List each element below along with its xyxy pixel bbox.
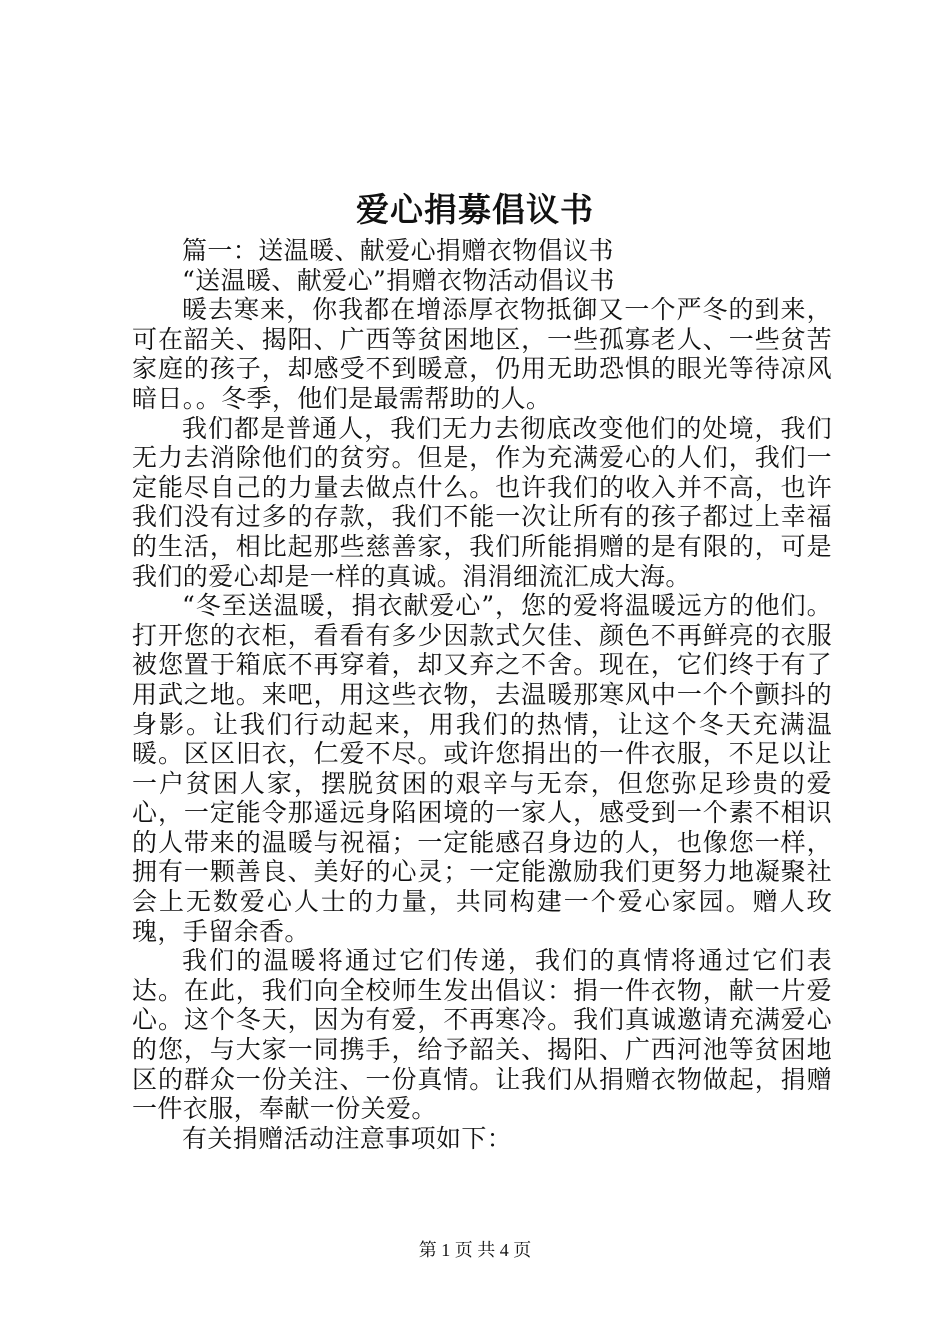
paragraph-1: 暖去寒来，你我都在增添厚衣物抵御又一个严冬的到来，可在韶关、揭阳、广西等贫困地区，一些孤寡老人、一些贫苦家庭的孩子，却感受不到暖意，仍用无助恐惧的眼光等待凉风暗日。。冬季，他们是最需帮助的人。	[132, 295, 832, 413]
paragraph-4: 我们的温暖将通过它们传递，我们的真情将通过它们表达。在此，我们向全校师生发出倡议：捐一件衣物，献一片爱心。这个冬天，因为有爱，不再寒冷。我们真诚邀请充满爱心的您，与大家一同携手，给予韶关、揭阳、广西河池等贫困地区的群众一份关注、一份真情。让我们从捐赠衣物做起，捐赠一件衣服，奉献一份关爱。	[132, 946, 832, 1124]
section-heading: 篇一：送温暖、献爱心捐赠衣物倡议书	[182, 236, 614, 265]
paragraph-5: 有关捐赠活动注意事项如下：	[182, 1123, 513, 1153]
paragraph-2: 我们都是普通人，我们无力去彻底改变他们的处境，我们无力去消除他们的贫穷。但是，作为充满爱心的人们，我们一定能尽自己的力量去做点什么。也许我们的收入并不高，也许我们没有过多的存款，我们不能一次让所有的孩子都过上幸福的生活，相比起那些慈善家，我们所能捐赠的是有限的，可是我们的爱心却是一样的真诚。涓涓细流汇成大海。	[132, 413, 832, 591]
document-body	[132, 236, 832, 1153]
document-title: 爱心捐募倡议书	[356, 190, 594, 229]
section-subtitle: “送温暖、献爱心”捐赠衣物活动倡议书	[182, 265, 615, 295]
page-number-footer: 第 1 页 共 4 页	[418, 1240, 532, 1260]
paragraph-3: “冬至送温暖，捐衣献爱心”，您的爱将温暖远方的他们。打开您的衣柜，看看有多少因款式欠佳、颜色不再鲜亮的衣服被您置于箱底不再穿着，却又弃之不舍。现在，它们终于有了用武之地。来吧，用这些衣物，去温暖那寒风中一个个颤抖的身影。让我们行动起来，用我们的热情，让这个冬天充满温暖。区区旧衣，仁爱不尽。或许您捐出的一件衣服，不足以让一户贫困人家，摆脱贫困的艰辛与无奈，但您弥足珍贵的爱心，一定能令那遥远身陷困境的一家人，感受到一个素不相识的人带来的温暖与祝福；一定能感召身边的人，也像您一样，拥有一颗善良、美好的心灵；一定能激励我们更努力地凝聚社会上无数爱心人士的力量，共同构建一个爱心家园。赠人玫瑰，手留余香。	[132, 591, 832, 946]
